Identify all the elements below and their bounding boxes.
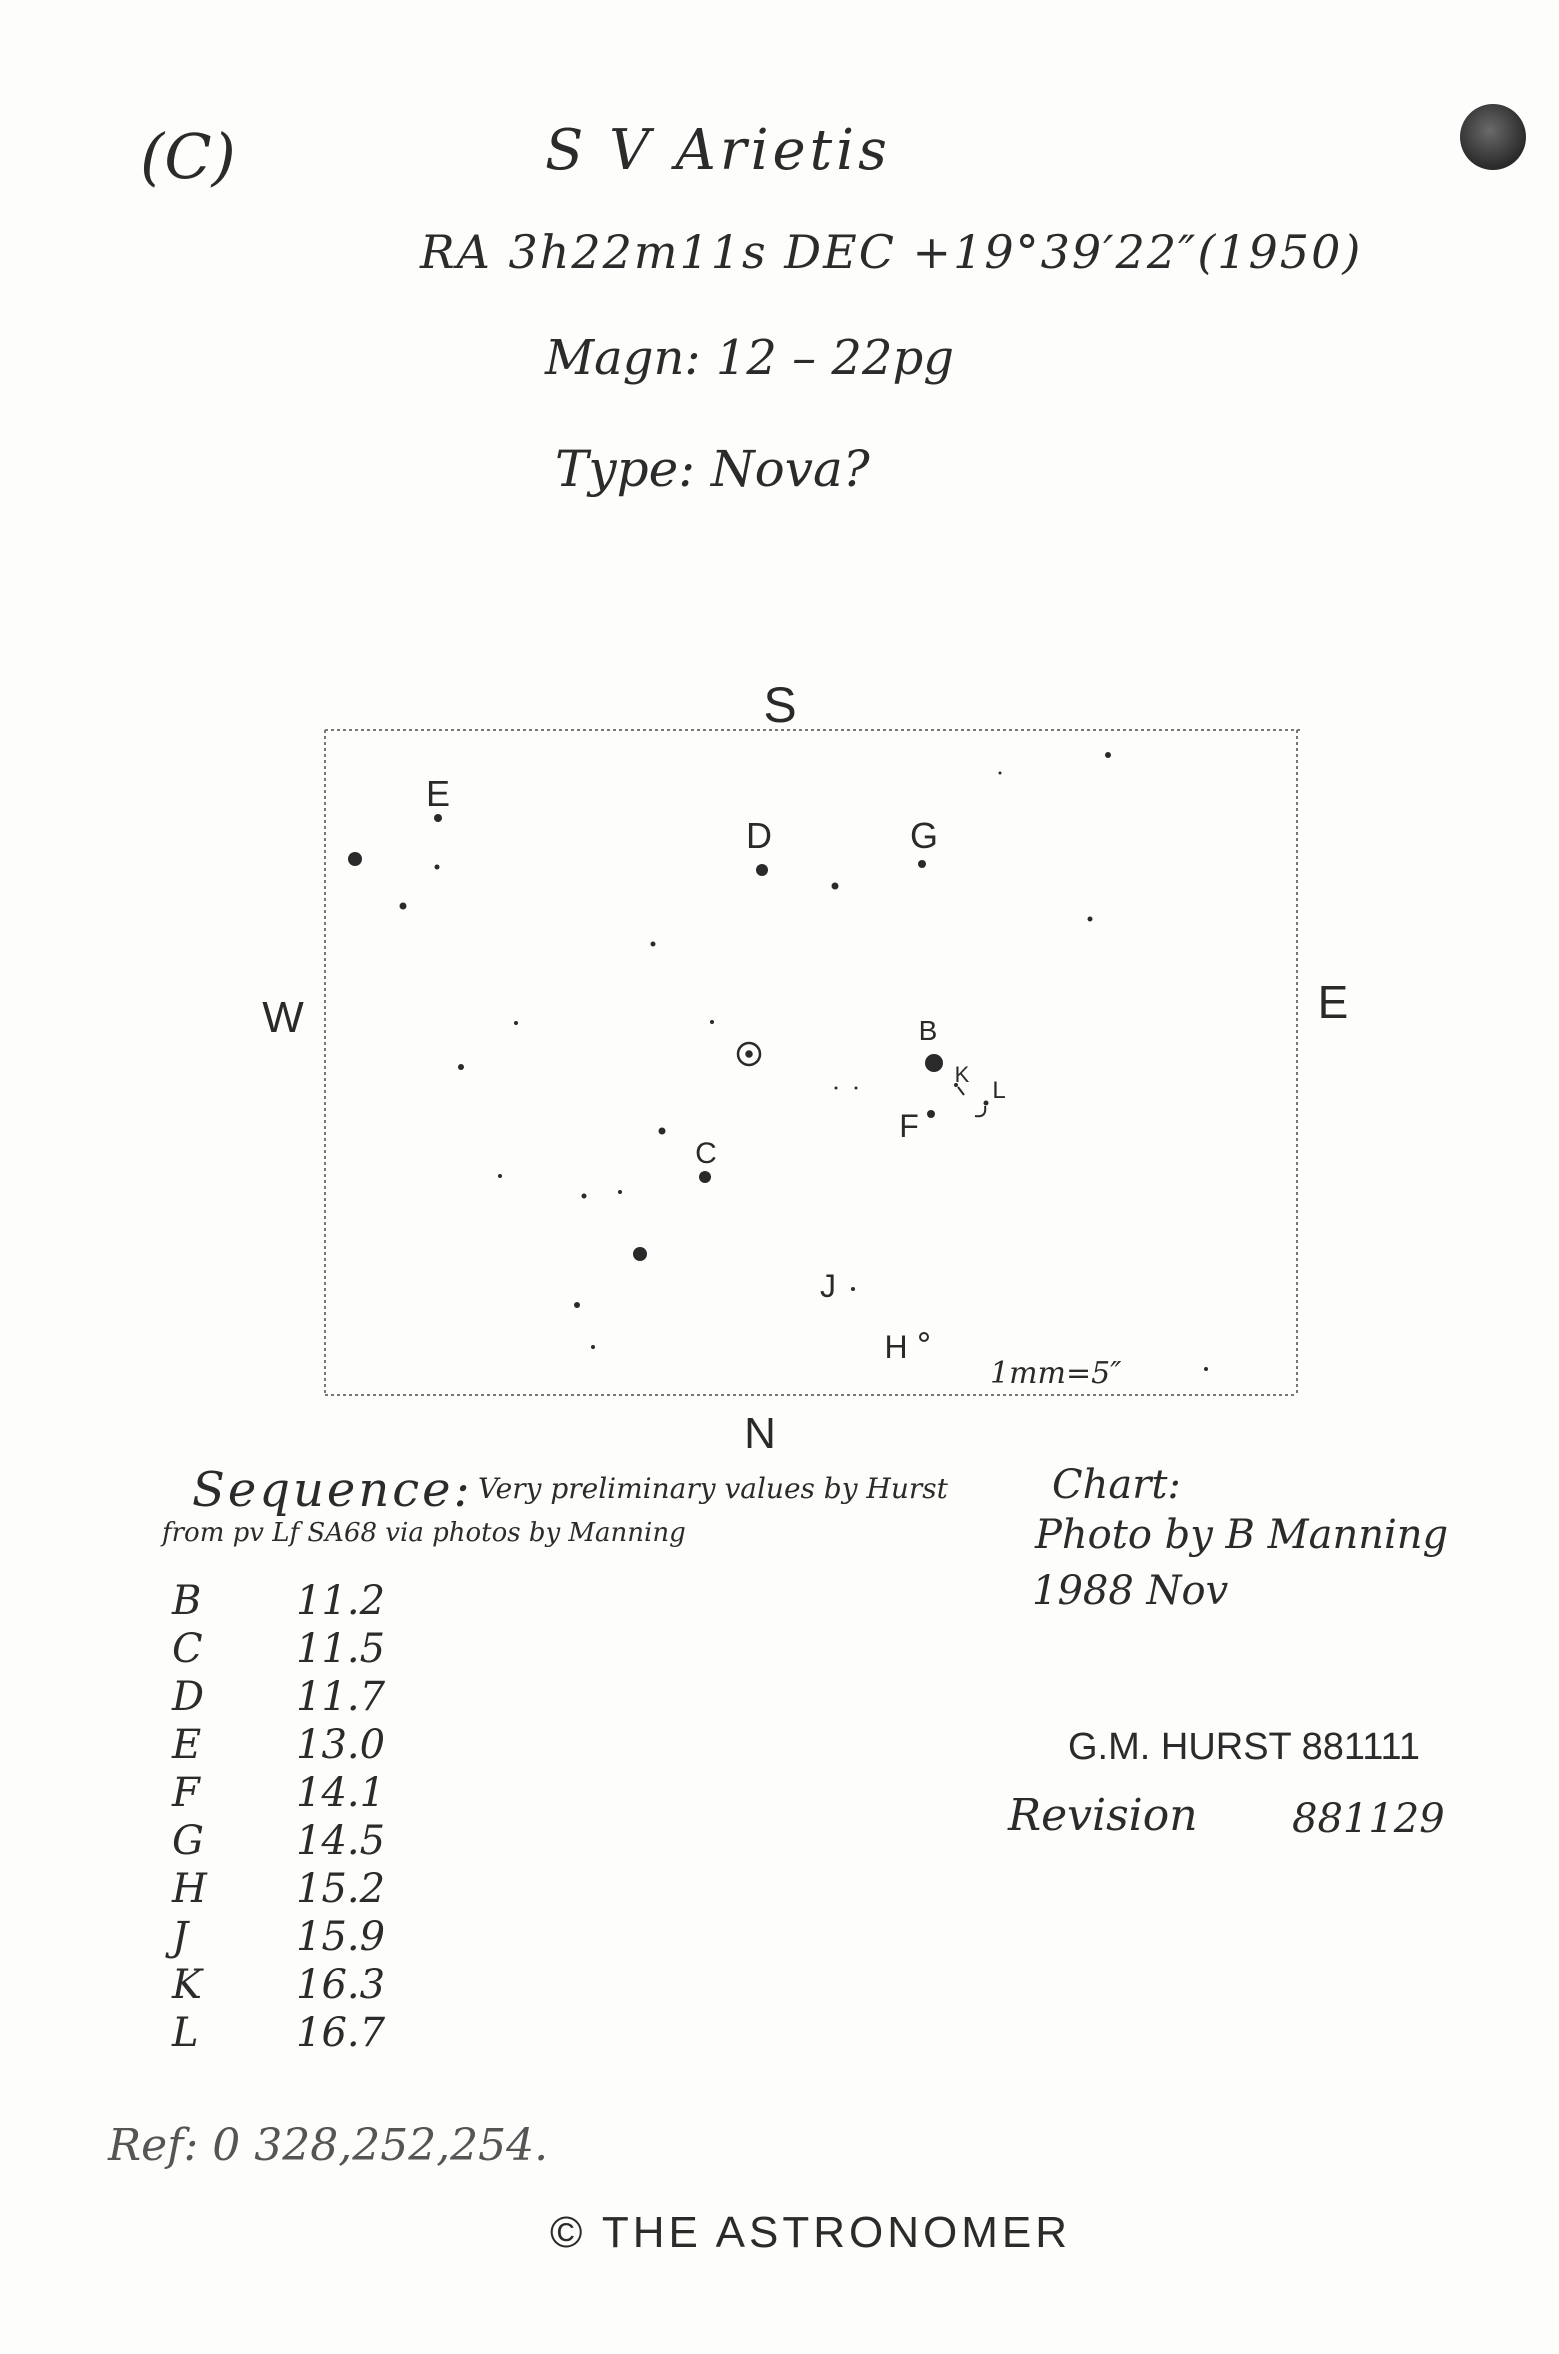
sequence-star: E — [172, 1722, 202, 1768]
sequence-title: Sequence: — [192, 1462, 473, 1518]
coordinates: RA 3h22m11s DEC +19°39′22″(1950) — [420, 225, 1363, 279]
direction-east: E — [1317, 976, 1349, 1028]
sequence-star: D — [172, 1674, 205, 1720]
star — [855, 1087, 858, 1090]
chart-info-date: 1988 Nov — [1032, 1568, 1229, 1614]
star — [999, 772, 1002, 775]
direction-west: W — [262, 993, 304, 1042]
star — [1204, 1367, 1208, 1371]
k-l-markers — [958, 1087, 985, 1116]
star — [574, 1302, 580, 1308]
star — [434, 814, 442, 822]
sequence-magnitude: 15.2 — [296, 1866, 386, 1912]
revision-label: Revision — [1008, 1790, 1198, 1841]
star — [920, 1333, 928, 1341]
star — [699, 1171, 711, 1183]
sequence-magnitude: 13.0 — [296, 1722, 386, 1768]
label-G: G — [909, 815, 939, 856]
star-name: S V Arietis — [545, 118, 891, 183]
variable-type: Type: Nova? — [555, 440, 870, 498]
label-L: L — [992, 1077, 1006, 1104]
sequence-star: B — [172, 1578, 202, 1624]
sequence-star: F — [172, 1770, 200, 1816]
label-K: K — [954, 1062, 970, 1087]
label-E: E — [425, 773, 451, 814]
label-F: F — [899, 1108, 919, 1144]
star — [832, 883, 839, 890]
sequence-magnitude: 14.1 — [296, 1770, 386, 1816]
star — [1105, 752, 1111, 758]
chart-info-title: Chart: — [1052, 1462, 1181, 1508]
sequence-star: G — [172, 1818, 204, 1864]
label-C: C — [695, 1137, 717, 1170]
magnitude-range: Magn: 12 – 22pg — [545, 330, 954, 386]
star — [710, 1020, 714, 1024]
revision-value: 881129 — [1292, 1796, 1445, 1842]
star — [400, 903, 407, 910]
sequence-note: Very preliminary values by Hurst — [478, 1472, 948, 1505]
star — [582, 1194, 587, 1199]
sequence-magnitude: 16.3 — [296, 1962, 386, 2008]
star — [927, 1110, 935, 1118]
star — [984, 1101, 989, 1106]
sequence-note-source: from pv Lf SA68 via photos by Manning — [162, 1518, 686, 1548]
reference-line: Ref: 0 328,252,254. — [108, 2120, 549, 2171]
star — [498, 1174, 502, 1178]
label-D: D — [746, 815, 772, 856]
star — [435, 865, 440, 870]
copyright-line: © THE ASTRONOMER — [550, 2208, 1071, 2257]
sequence-magnitude: 16.7 — [296, 2010, 386, 2056]
star — [348, 852, 362, 866]
star — [591, 1345, 595, 1349]
chart-scale: 1mm=5″ — [990, 1356, 1122, 1391]
sequence-magnitude: 11.2 — [296, 1578, 386, 1624]
star — [851, 1287, 855, 1291]
sequence-magnitude: 11.7 — [296, 1674, 386, 1720]
star — [918, 860, 926, 868]
direction-north: N — [744, 1409, 776, 1458]
stars — [348, 752, 1208, 1371]
chart-info-photo: Photo by B Manning — [1035, 1512, 1449, 1558]
sequence-magnitude: 15.9 — [296, 1914, 386, 1960]
star — [659, 1128, 666, 1135]
direction-south: S — [763, 677, 797, 733]
label-J: J — [820, 1268, 836, 1304]
variable-marker — [738, 1043, 760, 1065]
star — [633, 1247, 647, 1261]
label-B: B — [918, 1015, 938, 1046]
label-H: H — [884, 1329, 908, 1365]
star — [925, 1054, 943, 1072]
star — [618, 1190, 622, 1194]
sequence-star: H — [172, 1866, 207, 1912]
star — [1088, 917, 1093, 922]
star — [651, 942, 656, 947]
chart-label: (C) — [140, 120, 236, 193]
sequence-star: K — [172, 1962, 202, 2008]
star — [835, 1087, 838, 1090]
author-stamp: G.M. HURST 881111 — [1068, 1726, 1420, 1768]
star — [514, 1021, 518, 1025]
sequence-star: J — [172, 1914, 189, 1960]
sequence-star: C — [172, 1626, 203, 1672]
sequence-star: L — [172, 2010, 199, 2056]
chart-frame — [325, 730, 1300, 1395]
sequence-magnitude: 14.5 — [296, 1818, 386, 1864]
star — [458, 1064, 464, 1070]
star — [756, 864, 768, 876]
sequence-magnitude: 11.5 — [296, 1626, 386, 1672]
